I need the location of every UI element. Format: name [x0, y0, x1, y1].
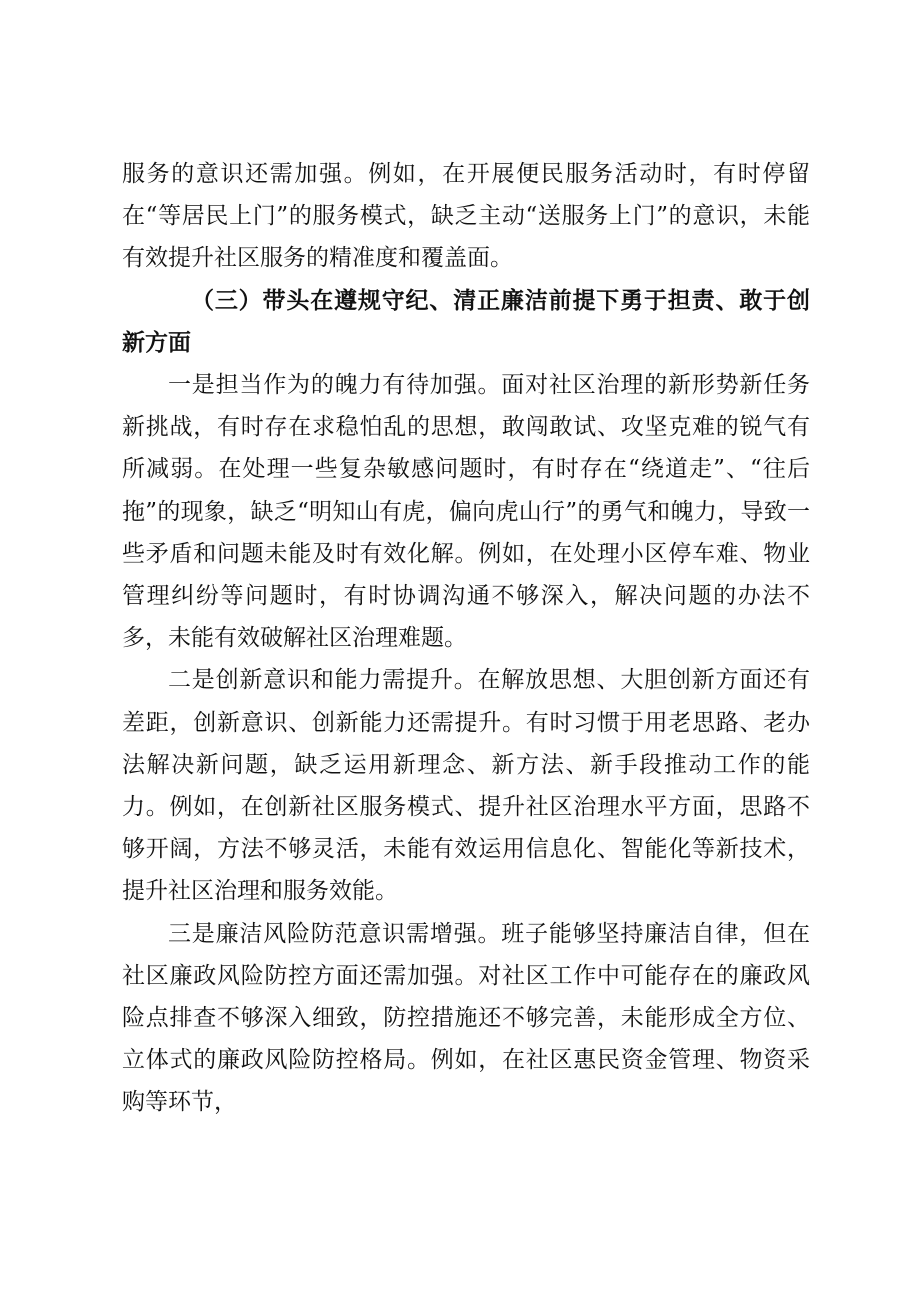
paragraph-continuation: 服务的意识还需加强。例如，在开展便民服务活动时，有时停留在“等居民上门”的服务模式，缺乏主动“送服务上门”的意识，未能有效提升社区服务的精准度和覆盖面。	[122, 161, 810, 272]
paragraph-point-three: 三是廉洁风险防范意识需增强。班子能够坚持廉洁自律，但在社区廉政风险防控方面还需加强。对社区工作中可能存在的廉政风险点排查不够深入细致，防控措施还不够完善，未能形成全方位、立体式的廉政风险防控格局。例如，在社区惠民资金管理、物资采购等环节，	[122, 920, 810, 1116]
document-page	[122, 153, 810, 1124]
paragraph-point-one: 一是担当作为的魄力有待加强。面对社区治理的新形势新任务新挑战，有时存在求稳怕乱的思想，敢闯敢试、攻坚克难的锐气有所减弱。在处理一些复杂敏感问题时，有时存在“绕道走”、“往后拖”的现象，缺乏“明知山有虎，偏向虎山行”的勇气和魄力，导致一些矛盾和问题未能及时有效化解。例如，在处理小区停车难、物业管理纠纷等问题时，有时协调沟通不够深入，解决问题的办法不多，未能有效破解社区治理难题。	[122, 372, 810, 652]
section-heading-three: （三）带头在遵规守纪、清正廉洁前提下勇于担责、敢于创新方面	[122, 286, 810, 356]
paragraph-point-two: 二是创新意识和能力需提升。在解放思想、大胆创新方面还有差距，创新意识、创新能力还需提升。有时习惯于用老思路、老办法解决新问题，缺乏运用新理念、新方法、新手段推动工作的能力。例如，在创新社区服务模式、提升社区治理水平方面，思路不够开阔，方法不够灵活，未能有效运用信息化、智能化等新技术，提升社区治理和服务效能。	[122, 667, 810, 905]
